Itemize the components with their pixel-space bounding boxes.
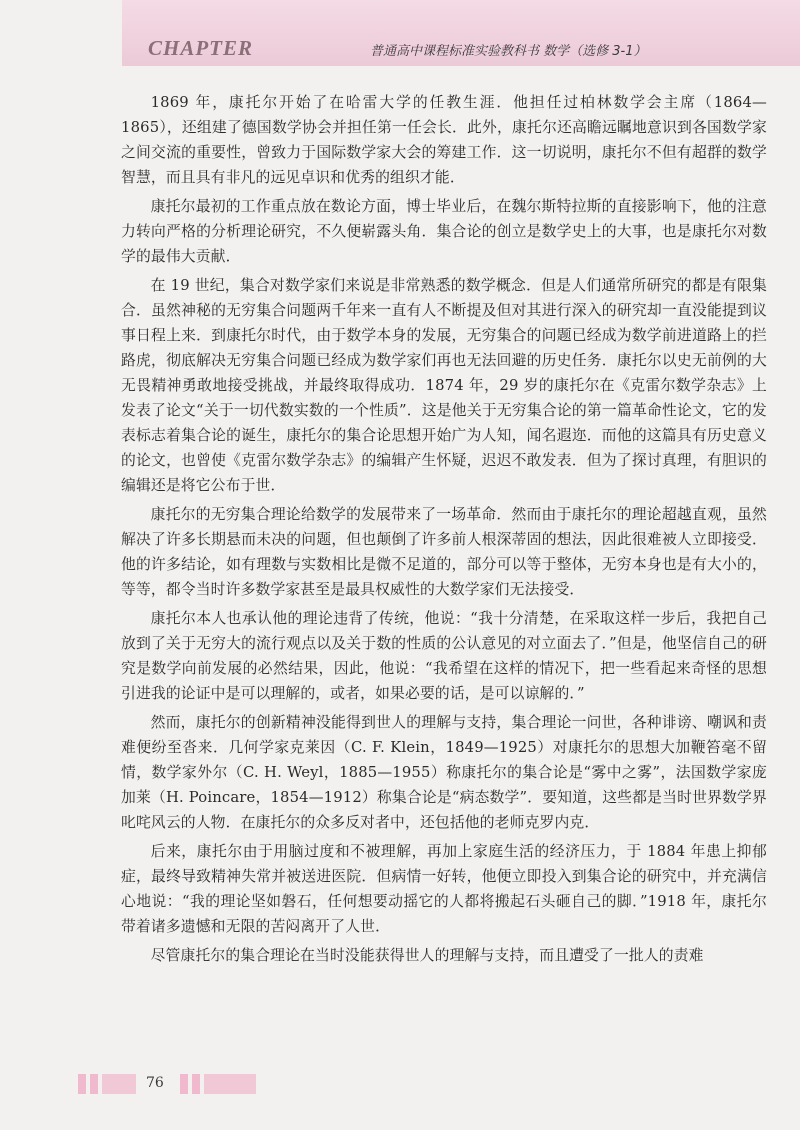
paragraph-1: 1869 年，康托尔开始了在哈雷大学的任教生涯．他担任过柏林数学会主席（1864—1865），还组建了德国数学协会并担任第一任会长．此外，康托尔还高瞻远瞩地意识到各国数学家之间交流的重要性，曾致力于国际数学家大会的筹建工作．这一切说明，康托尔不但有超群的数学智慧，而且具有非凡的远见卓识和优秀的组织才能． (121, 94, 767, 186)
paragraph-2: 康托尔最初的工作重点放在数论方面，博士毕业后，在魏尔斯特拉斯的直接影响下，他的注意力转向严格的分析理论研究，不久便崭露头角．集合论的创立是数学史上的大事，也是康托尔对数学的最伟大贡献． (121, 198, 767, 265)
footer-bar-6 (204, 1074, 256, 1094)
body-text (121, 90, 767, 972)
paragraph-8: 尽管康托尔的集合理论在当时没能获得世人的理解与支持，而且遭受了一批人的责难 (150, 947, 704, 964)
paragraph-7: 后来，康托尔由于用脑过度和不被理解，再加上家庭生活的经济压力，于 1884 年患上抑郁症，最终导致精神失常并被送进医院．但病情一好转，他便立即投入到集合论的研究中，并充满信心地说：“我的理论坚如磐石，任何想要动摇它的人都将搬起石头砸自己的脚．”1918 年，康托尔带着诸多遗憾和无限的苦闷离开了人世． (121, 843, 767, 935)
page-number: 76 (146, 1075, 164, 1091)
page-header (122, 0, 800, 66)
paragraph-3: 在 19 世纪，集合对数学家们来说是非常熟悉的数学概念．但是人们通常所研究的都是有限集合．虽然神秘的无穷集合问题两千年来一直有人不断提及但对其进行深入的研究却一直没能提到议事日程上来．到康托尔时代，由于数学本身的发展，无穷集合的问题已经成为数学前进道路上的拦路虎，彻底解决无穷集合问题已经成为数学家们再也无法回避的历史任务．康托尔以史无前例的大无畏精神勇敢地接受挑战，并最终取得成功．1874 年，29 岁的康托尔在《克雷尔数学杂志》上发表了论文“关于一切代数实数的一个性质”．这是他关于无穷集合论的第一篇革命性论文，它的发表标志着集合论的诞生，康托尔的集合论思想开始广为人知，闻名遐迩．而他的这篇具有历史意义的论文，也曾使《克雷尔数学杂志》的编辑产生怀疑，迟迟不敢发表．但为了探讨真理，有胆识的编辑还是将它公布于世． (121, 277, 767, 494)
book-title: 普通高中课程标准实验教科书 数学（选修 3-1） (370, 44, 647, 59)
page-footer (70, 1074, 470, 1094)
footer-bar-1 (78, 1074, 86, 1094)
paragraph-6: 然而，康托尔的创新精神没能得到世人的理解与支持，集合理论一问世，各种诽谤、嘲讽和责难便纷至沓来．几何学家克莱因（C. F. Klein，1849—1925）对康托尔的思想大加鞭笞毫不留情，数学家外尔（C. H. Weyl，1885—1955）称康托尔的集合论是“雾中之雾”，法国数学家庞加莱（H. Poincare，1854—1912）称集合论是“病态数学”．要知道，这些都是当时世界数学界叱咤风云的人物．在康托尔的众多反对者中，还包括他的老师克罗内克． (121, 714, 767, 831)
chapter-label: CHAPTER (148, 36, 254, 60)
footer-bar-4 (180, 1074, 188, 1094)
footer-bar-5 (192, 1074, 200, 1094)
paragraph-4: 康托尔的无穷集合理论给数学的发展带来了一场革命．然而由于康托尔的理论超越直观，虽然解决了许多长期悬而未决的问题，但也颠倒了许多前人根深蒂固的想法，因此很难被人立即接受．他的许多结论，如有理数与实数相比是微不足道的，部分可以等于整体，无穷本身也是有大小的，等等，都令当时许多数学家甚至是最具权威性的大数学家们无法接受． (121, 506, 767, 598)
footer-bar-2 (90, 1074, 98, 1094)
footer-bar-3 (102, 1074, 136, 1094)
paragraph-5: 康托尔本人也承认他的理论违背了传统，他说：“我十分清楚，在采取这样一步后，我把自己放到了关于无穷大的流行观点以及关于数的性质的公认意见的对立面去了．”但是，他坚信自己的研究是数学向前发展的必然结果，因此，他说：“我希望在这样的情况下，把一些看起来奇怪的思想引进我的论证中是可以理解的，或者，如果必要的话，是可以谅解的．” (121, 610, 767, 702)
